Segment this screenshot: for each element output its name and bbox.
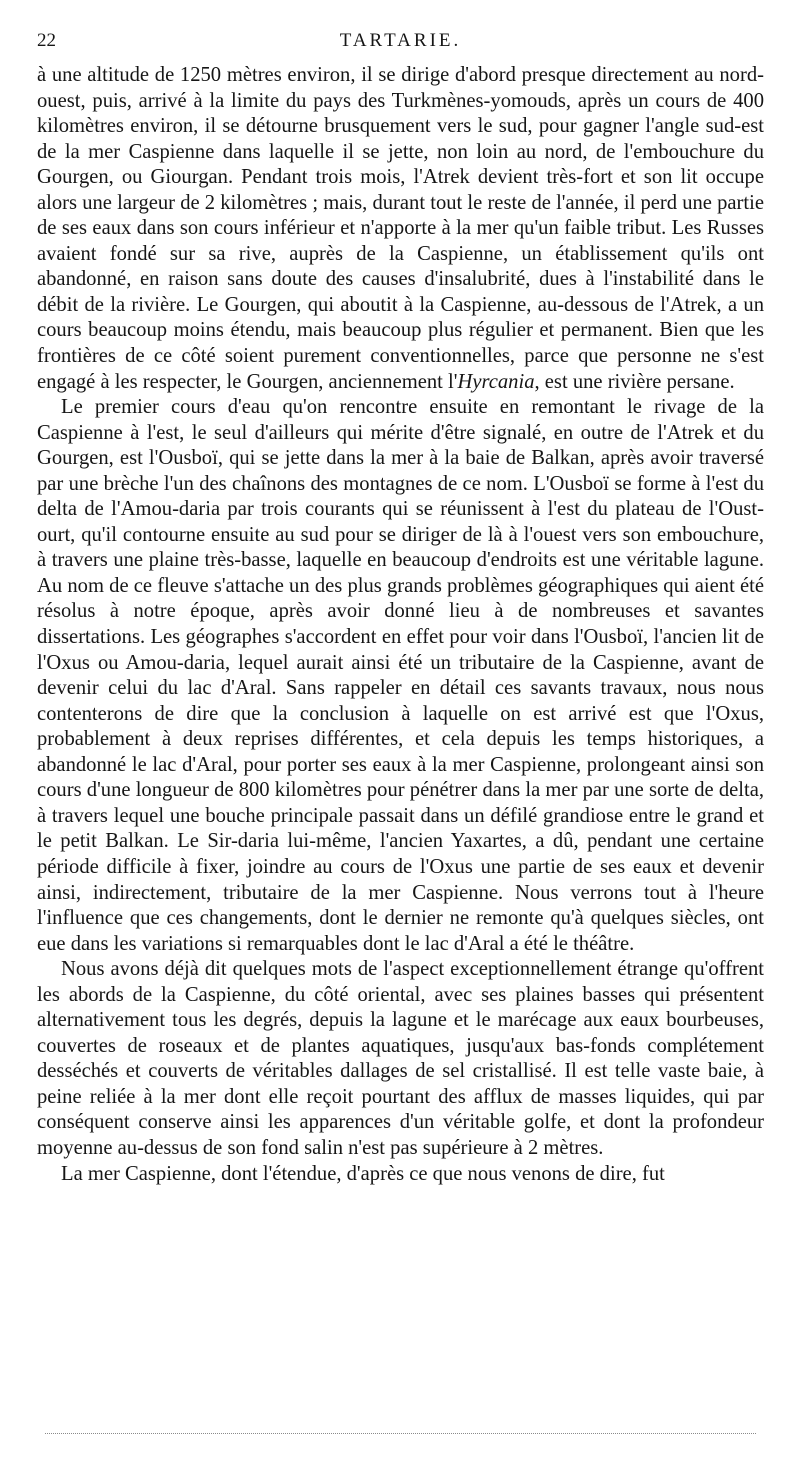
running-title: TARTARIE.	[339, 30, 462, 51]
paragraph-text: Nous avons déjà dit quelques mots de l'aspect exceptionnellement étrange qu'offrent les abords de la Caspienne, du côté oriental, avec ses plaines basses qui présentent alternativement tous les degrés, depuis la lagune et le marécage aux eaux bourbeuses, couvertes de roseaux et de plantes aquatiques, jusqu'aux bas-fonds complétement desséchés et couverts de véritables dallages de sel cristallisé. Il est telle vaste baie, à peine reliée à la mer dont elle reçoit pourtant des afflux de masses liquides, qui par conséquent conserve ainsi les apparences d'un véritable golfe, et dont la profondeur moyenne au-dessus de son fond salin n'est pas supérieure à 2 mètres.	[37, 958, 764, 1159]
running-head	[37, 27, 764, 55]
paragraph-text: Le premier cours d'eau qu'on rencontre ensuite en remontant le rivage de la Caspienne à l'est, le seul d'ailleurs qui mérite d'être signalé, en outre de l'Atrek et du Gourgen, est l'Ousboï, qui se jette dans la mer à la baie de Balkan, après avoir traversé par une brèche l'un des chaînons des montagnes de ce nom. L'Ousboï se forme à l'est du delta de l'Amou-daria par trois courants qui se réunissent à l'est du plateau de l'Oust-ourt, qu'il contourne ensuite au sud pour se diriger de là à l'ouest vers son embouchure, à travers une plaine très-basse, laquelle en beaucoup d'endroits est une véritable lagune. Au nom de ce fleuve s'attache un des plus grands problèmes géographiques qui aient été résolus à notre époque, après avoir donné lieu à de nombreuses et savantes dissertations. Les géographes s'accordent en effet pour voir dans l'Ousboï, l'ancien lit de l'Oxus ou Amou-daria, lequel aurait ainsi été un tributaire de la Caspienne, avant de devenir celui du lac d'Aral. Sans rappeler en détail ces savants travaux, nous nous contenterons de dire que la conclusion à laquelle on est arrivé est que l'Oxus, probablement à deux reprises différentes, et cela depuis les temps historiques, a abandonné le lac d'Aral, pour porter ses eaux à la mer Caspienne, prolongeant ainsi son cours d'une longueur de 800 kilomètres pour pénétrer dans la mer par une sorte de delta, à travers lequel une bouche principale passait dans un défilé grandiose entre le grand et le petit Balkan. Le Sir-daria lui-même, l'ancien Yaxartes, a dû, pendant une certaine période difficile à fixer, joindre au cours de l'Oxus une partie de ses eaux et devenir ainsi, indirectement, tributaire de la mer Caspienne. Nous verrons tout à l'heure l'influence que ces changements, dont le dernier ne remonte qu'à quelques siècles, ont eue dans les variations si remarquables dont le lac d'Aral a été le théâtre.	[37, 396, 764, 955]
paragraph-text: La mer Caspienne, dont l'étendue, d'après ce que nous venons de dire, fut	[61, 1162, 665, 1185]
paragraph-ousboi	[37, 395, 764, 957]
paragraph-caspian-shores	[37, 957, 764, 1161]
body-text	[37, 63, 764, 1187]
paragraph-atrek-gourgen	[37, 63, 764, 395]
page-number: 22	[37, 30, 56, 51]
paragraph-text: à une altitude de 1250 mètres environ, il se dirige d'abord presque directement au nord-ouest, puis, arrivé à la limite du pays des Turkmènes-yomouds, après un cours de 400 kilomètres environ, il se détourne brusquement vers le sud, pour gagner l'angle sud-est de la mer Caspienne dans laquelle il se jette, non loin au nord, de l'embouchure du Gourgen, ou Giourgan. Pendant trois mois, l'Atrek devient très-fort et son lit occupe alors une largeur de 2 kilomètres ; mais, durant tout le reste de l'année, il perd une partie de ses eaux dans son cours inférieur et n'apporte à la mer qu'un faible tribut. Les Russes avaient fondé sur sa rive, auprès de la Caspienne, un établissement qu'ils ont abandonné, en raison sans doute des causes d'insalubrité, dues à l'instabilité dans le débit de la rivière. Le Gourgen, qui aboutit à la Caspienne, au-dessous de l'Atrek, a un cours beaucoup moins étendu, mais beaucoup plus régulier et permanent. Bien que les frontières de ce côté soient purement conventionnelles, parce que personne ne s'est engagé à les respecter, le Gourgen, anciennement l'	[37, 64, 764, 393]
book-page	[37, 27, 764, 1447]
paragraph-text-tail: , est une rivière persane.	[534, 370, 735, 393]
italic-term-hyrcania: Hyrcania	[457, 370, 535, 393]
footer-dotted-rule	[45, 1433, 756, 1434]
paragraph-caspian-extent	[37, 1162, 764, 1188]
